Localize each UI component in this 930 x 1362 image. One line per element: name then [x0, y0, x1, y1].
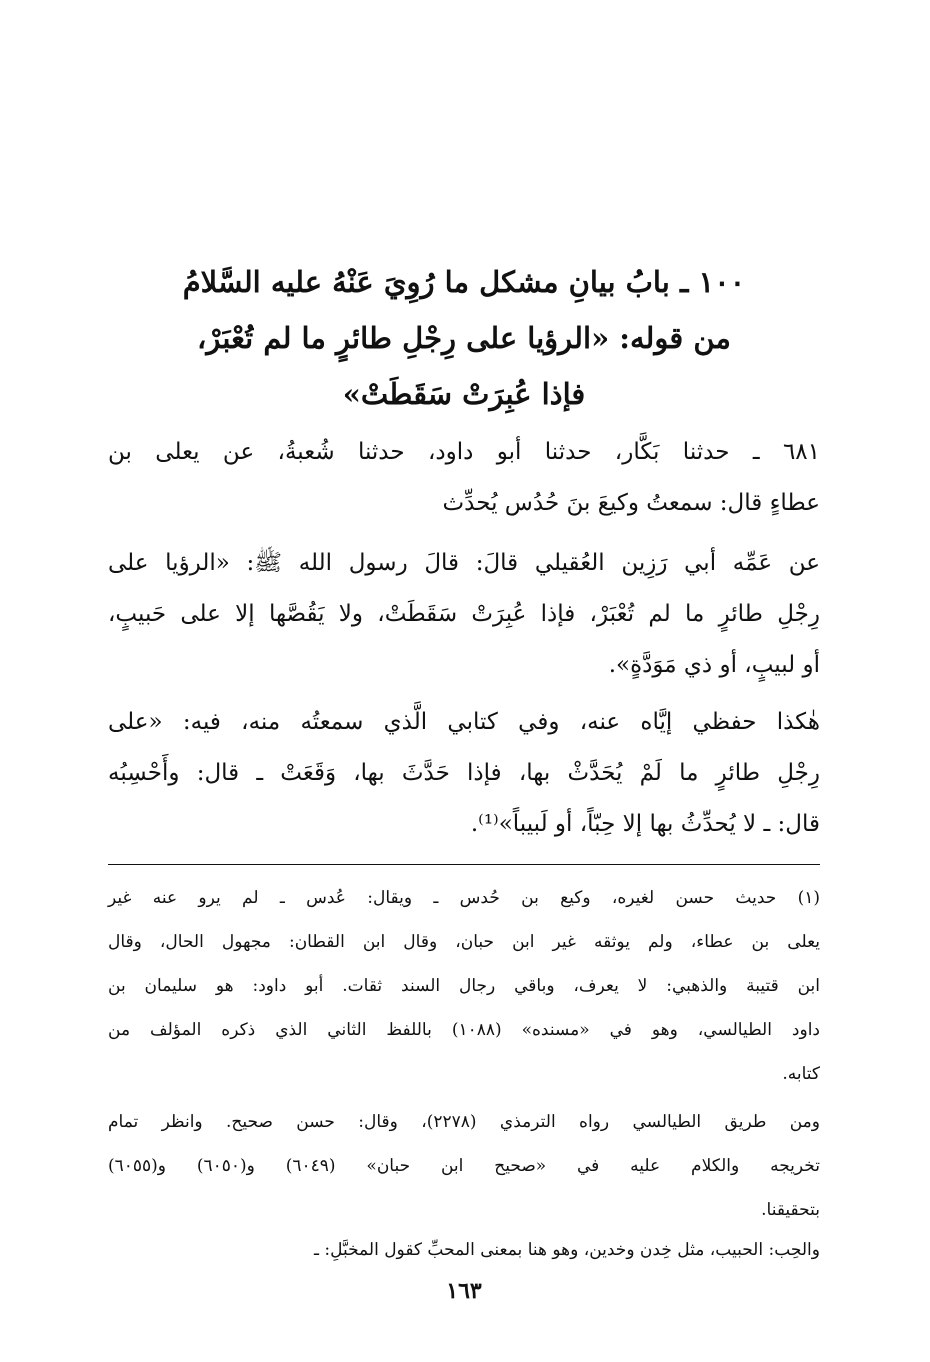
footnote-1	[108, 876, 820, 1096]
text-line: ٦٨١ ـ حدثنا بَكَّار، حدثنا أبو داود، حدثنا شُعبةُ، عن يعلى بن	[108, 439, 820, 465]
text-line: قال: ـ لا يُحدِّثُ بها إلا حِبّاً، أو لَبيباً»⁽¹⁾.	[470, 811, 820, 837]
footnote-definition	[108, 1228, 820, 1272]
text-line: رِجْلِ طائرٍ ما لم تُعْبَرْ، فإذا عُبِرَتْ سَقَطَتْ، ولا يَقُصَّها إلا على حَبيبٍ،	[108, 601, 820, 627]
heading-line-2: من قوله: «الرؤيا على رِجْلِ طائرٍ ما لم تُعْبَرْ،	[197, 321, 731, 355]
hadith-isnad-paragraph	[108, 427, 820, 529]
text-line: عطاءٍ قال: سمعتُ وكيعَ بنَ حُدُس يُحدِّث	[442, 490, 820, 516]
text-line: رِجْلِ طائرٍ ما لَمْ يُحَدَّثْ بها، فإذا حَدَّثَ بها، وَقَعَتْ ـ قال: وأَحْسِبُه	[108, 760, 820, 786]
text-line: هٰكذا حفظي إيَّاه عنه، وفي كتابي الَّذي سمعتُه منه، فيه: «على	[108, 709, 820, 735]
footnote-line: كتابه.	[782, 1064, 820, 1084]
footnote-line: داود الطيالسي، وهو في «مسنده» (١٠٨٨) باللفظ الثاني الذي ذكره المؤلف من	[108, 1020, 820, 1040]
footnote-line: (١) حديث حسن لغيره، وكيع بن حُدس ـ ويقال: عُدس ـ لم يرو عنه غير	[108, 888, 820, 908]
book-page	[108, 0, 820, 1362]
footnote-line: والحِب: الحبيب، مثل خِدن وخدين، وهو هنا بمعنى المحبِّ كقول المخبَّلِ: ـ	[313, 1240, 820, 1260]
heading-line-3: فإذا عُبِرَتْ سَقَطَتْ»	[342, 377, 586, 411]
text-line: عن عَمِّه أبي رَزِين العُقيلي قالَ: قالَ رسول الله ﷺ: «الرؤيا على	[108, 550, 820, 576]
footnote-line: يعلى بن عطاء، ولم يوثقه غير ابن حبان، وقال ابن القطان: مجهول الحال، وقال	[108, 932, 820, 952]
text-line: أو لبيبٍ، أو ذي مَوَدَّةٍ».	[608, 652, 820, 678]
footnote-line: ومن طريق الطيالسي رواه الترمذي (٢٢٧٨)، وقال: حسن صحيح. وانظر تمام	[108, 1112, 820, 1132]
hadith-matn-paragraph	[108, 538, 820, 691]
footnote-line: تخريجه والكلام عليه في «صحيح ابن حبان» (٦٠٤٩) و(٦٠٥٠) و(٦٠٥٥)	[108, 1156, 820, 1176]
footnote-line: بتحقيقنا.	[761, 1200, 820, 1220]
chapter-heading	[108, 254, 820, 422]
heading-line-1: ١٠٠ ـ بابُ بيانِ مشكل ما رُوِيَ عَنْهُ عليه السَّلامُ	[182, 265, 746, 299]
footnote-continuation	[108, 1100, 820, 1232]
footnote-separator	[108, 864, 820, 865]
footnote-line: ابن قتيبة والذهبي: لا يعرف، وباقي رجال السند ثقات. أبو داود: هو سليمان بن	[108, 976, 820, 996]
hadith-note-paragraph	[108, 697, 820, 850]
page-number: ١٦٣	[446, 1278, 482, 1304]
